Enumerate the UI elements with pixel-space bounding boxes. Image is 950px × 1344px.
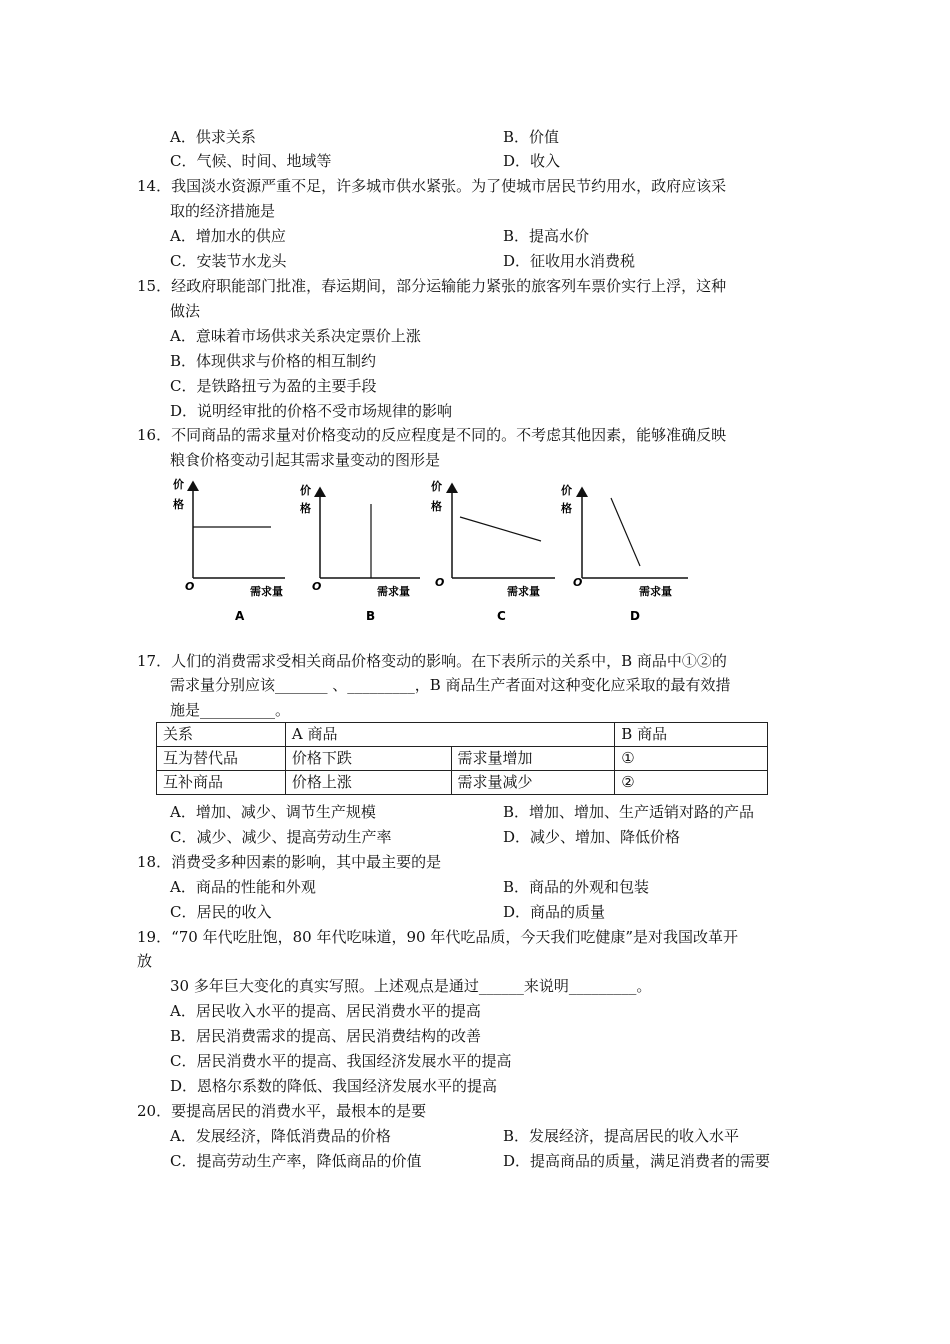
q18-stem: 18．消费受多种因素的影响，其中最主要的是 bbox=[137, 853, 442, 871]
q18-option-d: D．商品的质量 bbox=[503, 903, 606, 921]
graph-b-caption: B bbox=[366, 609, 376, 623]
table-header-row bbox=[157, 723, 768, 747]
q20-option-a: A．发展经济，降低消费品的价格 bbox=[170, 1127, 391, 1145]
q16-stem-cont: 粮食价格变动引起其需求量变动的图形是 bbox=[170, 451, 441, 469]
q15-stem-cont: 做法 bbox=[170, 302, 201, 320]
q14-stem-cont: 取的经济措施是 bbox=[170, 202, 276, 220]
graph-b-y-label-2: 格 bbox=[300, 502, 311, 515]
q20-option-b: B．发展经济，提高居民的收入水平 bbox=[503, 1127, 740, 1145]
q17-option-c: C．减少、减少、提高劳动生产率 bbox=[170, 828, 392, 846]
q14-option-c: C．安装节水龙头 bbox=[170, 252, 287, 270]
table-cell: 价格上涨 bbox=[285, 771, 451, 795]
relation-table bbox=[156, 722, 768, 795]
graph-c-caption: C bbox=[497, 609, 506, 623]
table-header-cell: 关系 bbox=[157, 723, 286, 747]
graph-d-caption: D bbox=[630, 609, 640, 623]
q15-option-b: B．体现供求与价格的相互制约 bbox=[170, 352, 377, 370]
graph-b bbox=[292, 474, 427, 624]
q19-stem-wrap: 放 bbox=[137, 952, 153, 970]
table-cell: ① bbox=[615, 747, 768, 771]
table-cell: 互补商品 bbox=[157, 771, 286, 795]
q18-option-a: A．商品的性能和外观 bbox=[170, 878, 316, 896]
graph-a bbox=[165, 474, 285, 624]
q19-stem-cont: 30 多年巨大变化的真实写照。上述观点是通过______来说明_________。 bbox=[170, 977, 652, 995]
table-row bbox=[157, 747, 768, 771]
graph-b-origin: O bbox=[312, 580, 322, 593]
q13-option-b: B．价值 bbox=[503, 128, 560, 146]
table-cell: 价格下跌 bbox=[285, 747, 451, 771]
q14-option-a: A．增加水的供应 bbox=[170, 227, 286, 245]
graph-d-y-label-2: 格 bbox=[561, 502, 572, 515]
graph-a-y-label-1: 价 bbox=[173, 478, 184, 491]
q20-option-d: D．提高商品的质量，满足消费者的需要 bbox=[503, 1152, 771, 1170]
q15-option-d: D．说明经审批的价格不受市场规律的影响 bbox=[170, 402, 453, 420]
q19-option-d: D．恩格尔系数的降低、我国经济发展水平的提高 bbox=[170, 1077, 498, 1095]
q20-option-c: C．提高劳动生产率，降低商品的价值 bbox=[170, 1152, 422, 1170]
table-cell: 互为替代品 bbox=[157, 747, 286, 771]
q14-option-b: B．提高水价 bbox=[503, 227, 590, 245]
q13-option-c: C．气候、时间、地域等 bbox=[170, 152, 332, 170]
table-cell: ② bbox=[615, 771, 768, 795]
q15-stem: 15．经政府职能部门批准，春运期间，部分运输能力紧张的旅客列车票价实行上浮，这种 bbox=[137, 277, 727, 295]
q19-option-c: C．居民消费水平的提高、我国经济发展水平的提高 bbox=[170, 1052, 512, 1070]
graph-b-x-label: 需求量 bbox=[377, 585, 410, 598]
q14-stem: 14．我国淡水资源严重不足，许多城市供水紧张。为了使城市居民节约用水，政府应该采 bbox=[137, 177, 727, 195]
table-cell: 需求量增加 bbox=[451, 747, 615, 771]
graph-d-origin: O bbox=[573, 576, 583, 589]
q19-stem: 19．“70 年代吃肚饱，80 年代吃味道，90 年代吃品质，今天我们吃健康”是对我国改革开 bbox=[137, 928, 738, 946]
graph-a-origin: O bbox=[185, 580, 195, 593]
table-cell: 需求量减少 bbox=[451, 771, 615, 795]
q18-option-c: C．居民的收入 bbox=[170, 903, 272, 921]
q17-stem-cont-2: 施是__________。 bbox=[170, 701, 291, 719]
graph-a-y-label-2: 格 bbox=[173, 498, 184, 511]
q14-option-d: D．征收用水消费税 bbox=[503, 252, 636, 270]
q19-option-a: A．居民收入水平的提高、居民消费水平的提高 bbox=[170, 1002, 481, 1020]
table-header-cell: B 商品 bbox=[615, 723, 768, 747]
graph-d-demand-line bbox=[611, 498, 640, 566]
graph-c-demand-line bbox=[460, 517, 541, 541]
graph-c-y-label-2: 格 bbox=[431, 500, 442, 513]
q17-stem-cont-1: 需求量分别应该_______ 、_________，B 商品生产者面对这种变化应采取的最有效措 bbox=[170, 676, 731, 694]
graph-d-x-label: 需求量 bbox=[639, 585, 672, 598]
q15-option-a: A．意味着市场供求关系决定票价上涨 bbox=[170, 327, 421, 345]
graph-c bbox=[425, 474, 565, 624]
graph-a-x-label: 需求量 bbox=[250, 585, 283, 598]
q17-option-a: A．增加、减少、调节生产规模 bbox=[170, 803, 376, 821]
graph-a-caption: A bbox=[235, 609, 245, 623]
q17-option-b: B．增加、增加、生产适销对路的产品 bbox=[503, 803, 755, 821]
table-header-cell: A 商品 bbox=[285, 723, 614, 747]
q18-option-b: B．商品的外观和包装 bbox=[503, 878, 650, 896]
graph-d-y-label-1: 价 bbox=[561, 484, 572, 497]
q17-option-d: D．减少、增加、降低价格 bbox=[503, 828, 681, 846]
graph-d bbox=[555, 474, 695, 624]
q13-option-a: A．供求关系 bbox=[170, 128, 256, 146]
q17-stem: 17．人们的消费需求受相关商品价格变动的影响。在下表所示的关系中，B 商品中①②的 bbox=[137, 652, 727, 670]
table-row bbox=[157, 771, 768, 795]
q16-stem: 16．不同商品的需求量对价格变动的反应程度是不同的。不考虑其他因素，能够准确反映 bbox=[137, 426, 727, 444]
q15-option-c: C．是铁路扭亏为盈的主要手段 bbox=[170, 377, 377, 395]
graph-b-y-label-1: 价 bbox=[300, 484, 311, 497]
q13-option-d: D．收入 bbox=[503, 152, 561, 170]
graph-c-y-label-1: 价 bbox=[431, 480, 442, 493]
q19-option-b: B．居民消费需求的提高、居民消费结构的改善 bbox=[170, 1027, 482, 1045]
graph-c-x-label: 需求量 bbox=[507, 585, 540, 598]
q20-stem: 20．要提高居民的消费水平，最根本的是要 bbox=[137, 1102, 427, 1120]
graph-c-origin: O bbox=[435, 576, 445, 589]
